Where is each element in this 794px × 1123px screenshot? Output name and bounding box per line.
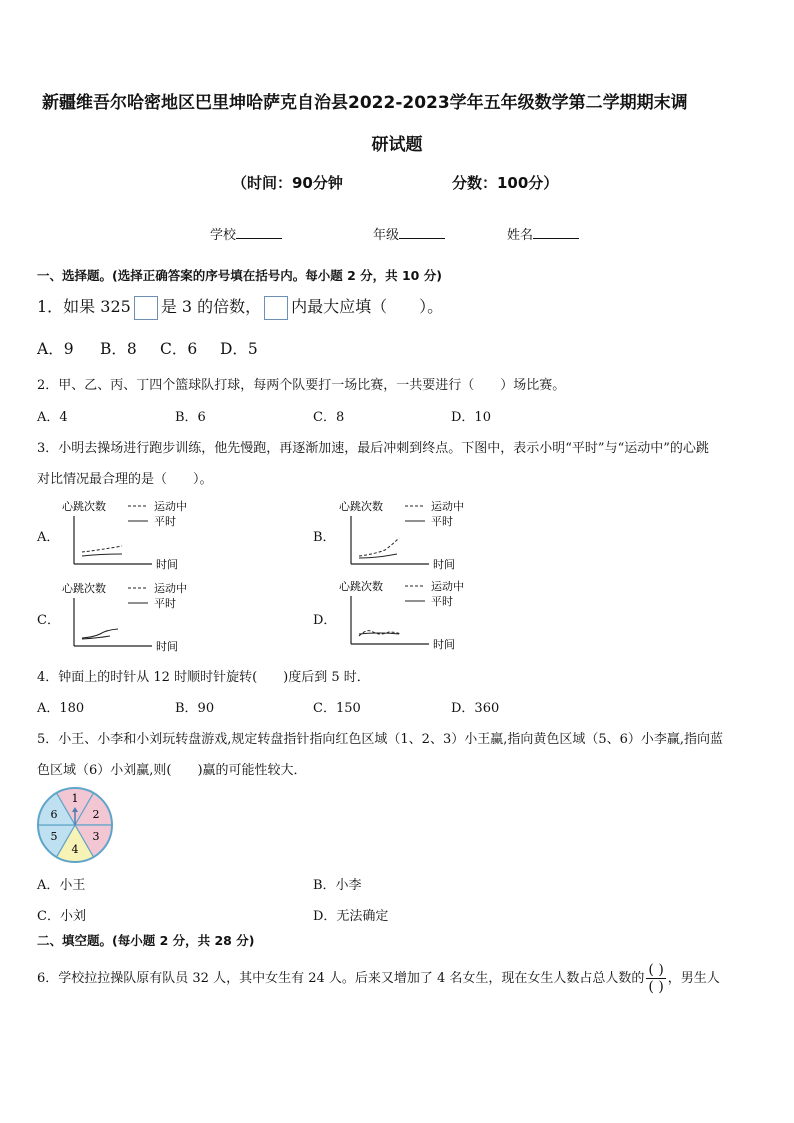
wheel-label-2: 2 (92, 808, 100, 821)
q5-option-a[interactable]: A．小王 (37, 878, 86, 893)
q4-option-a[interactable]: A．180 (37, 701, 85, 716)
school-field (210, 224, 282, 243)
series-exercise (359, 538, 399, 556)
chart-ylabel: 心跳次数 (62, 582, 106, 595)
q1-option-c[interactable]: C．6 (160, 340, 198, 358)
q2-option-a[interactable]: A．4 (37, 410, 68, 425)
section-choice-heading: 一、选择题。(选择正确答案的序号填在括号内。每小题 2 分，共 10 分) (37, 268, 442, 283)
legend-solid-label: 平时 (431, 595, 453, 608)
school-label: 学校 (210, 228, 237, 243)
q3-chart-d[interactable] (337, 576, 487, 652)
grade-label: 年级 (373, 228, 400, 243)
question-5-line2: 色区域（6）小刘赢,则( )赢的可能性较大． (37, 763, 307, 778)
question-6 (37, 962, 720, 995)
exam-title-line2: 研试题 (371, 135, 423, 155)
question-1 (37, 294, 443, 320)
q3-chart-a[interactable] (60, 496, 210, 572)
q1-option-d[interactable]: D．5 (220, 340, 258, 358)
q5-option-d[interactable]: D．无法确定 (313, 909, 389, 924)
q1-suffix: 内最大应填（ ）。 (291, 297, 444, 316)
legend-solid-label: 平时 (154, 515, 176, 528)
q3-chart-b[interactable] (337, 496, 487, 572)
question-2: 2．甲、乙、丙、丁四个篮球队打球，每两个队要打一场比赛，一共要进行（ ）场比赛。 (37, 378, 566, 393)
legend-solid-label: 平时 (431, 515, 453, 528)
school-blank[interactable] (236, 226, 282, 239)
q2-option-c[interactable]: C．8 (313, 410, 345, 425)
series-normal (359, 554, 397, 558)
series-exercise (82, 629, 118, 638)
q5-option-b[interactable]: B．小李 (313, 878, 362, 893)
exam-score: 分数：100分） (452, 174, 559, 192)
series-exercise (82, 546, 122, 552)
q3-option-b-label[interactable]: B． (313, 530, 336, 545)
wheel-label-6: 6 (50, 808, 58, 821)
q6-text: 6．学校拉拉操队原有队员 32 人，其中女生有 24 人。后来又增加了 4 名女生，现在女生人数占总人数的 (37, 971, 645, 986)
chart-ylabel: 心跳次数 (339, 580, 383, 593)
grade-field (373, 224, 445, 243)
q1-prefix: 1．如果 325 (37, 297, 131, 316)
q1-option-b[interactable]: B．8 (100, 340, 137, 358)
wheel-label-5: 5 (50, 830, 58, 843)
wheel-label-3: 3 (92, 830, 100, 843)
q6-fraction-blank[interactable] (646, 962, 665, 995)
section-fill-heading: 二、填空题。(每小题 2 分，共 28 分) (37, 933, 255, 948)
chart-xlabel: 时间 (156, 640, 178, 653)
chart-xlabel: 时间 (433, 558, 455, 571)
q3-option-a-label[interactable]: A． (37, 530, 60, 545)
legend-dash-label: 运动中 (431, 580, 464, 593)
question-3-line2: 对比情况最合理的是（ ）。 (37, 472, 213, 487)
q1-option-a[interactable]: A．9 (37, 340, 74, 358)
q5-option-c[interactable]: C．小刘 (37, 909, 86, 924)
legend-dash-label: 运动中 (431, 500, 464, 513)
wheel-label-1: 1 (71, 792, 79, 805)
name-field (507, 224, 579, 243)
question-5-line1: 5．小王、小李和小刘玩转盘游戏,规定转盘指针指向红色区域（1、2、3）小王赢,指向黄色区域（5、6）小李赢,指向蓝 (37, 732, 724, 747)
exam-time: （时间：90分钟 (232, 174, 343, 192)
fraction-denominator: ( ) (648, 979, 664, 995)
chart-xlabel: 时间 (433, 638, 455, 651)
legend-solid-label: 平时 (154, 597, 176, 610)
series-normal (82, 554, 122, 556)
chart-xlabel: 时间 (156, 558, 178, 571)
q4-option-d[interactable]: D．360 (451, 701, 500, 716)
wheel-label-4: 4 (71, 843, 79, 856)
q1-answer-box-1[interactable] (134, 296, 158, 320)
q6-tail: ，男生人 (667, 971, 720, 986)
q4-option-c[interactable]: C．150 (313, 701, 361, 716)
q3-chart-c[interactable] (60, 578, 210, 654)
q4-option-b[interactable]: B．90 (175, 701, 215, 716)
q2-option-b[interactable]: B．6 (175, 410, 206, 425)
q2-option-d[interactable]: D．10 (451, 410, 491, 425)
q3-option-c-label[interactable]: C． (37, 613, 60, 628)
question-3-line1: 3．小明去操场进行跑步训练，他先慢跑，再逐渐加速，最后冲刺到终点。下图中，表示小明“平时”与“运动中”的心跳 (37, 441, 709, 456)
chart-ylabel: 心跳次数 (62, 500, 106, 513)
name-label: 姓名 (507, 228, 534, 243)
grade-blank[interactable] (399, 226, 445, 239)
question-4: 4．钟面上的时针从 12 时顺时针旋转( )度后到 5 时． (37, 670, 370, 685)
spinner-wheel (36, 786, 114, 864)
q3-option-d-label[interactable]: D． (313, 613, 337, 628)
exam-title-line1: 新疆维吾尔哈密地区巴里坤哈萨克自治县2022-2023学年五年级数学第二学期期末调 (42, 93, 688, 113)
q1-mid: 是 3 的倍数， (160, 297, 262, 316)
name-blank[interactable] (533, 226, 579, 239)
chart-ylabel: 心跳次数 (339, 500, 383, 513)
legend-dash-label: 运动中 (154, 500, 187, 513)
fraction-numerator: ( ) (648, 962, 664, 978)
legend-dash-label: 运动中 (154, 582, 187, 595)
q1-answer-box-2[interactable] (264, 296, 288, 320)
